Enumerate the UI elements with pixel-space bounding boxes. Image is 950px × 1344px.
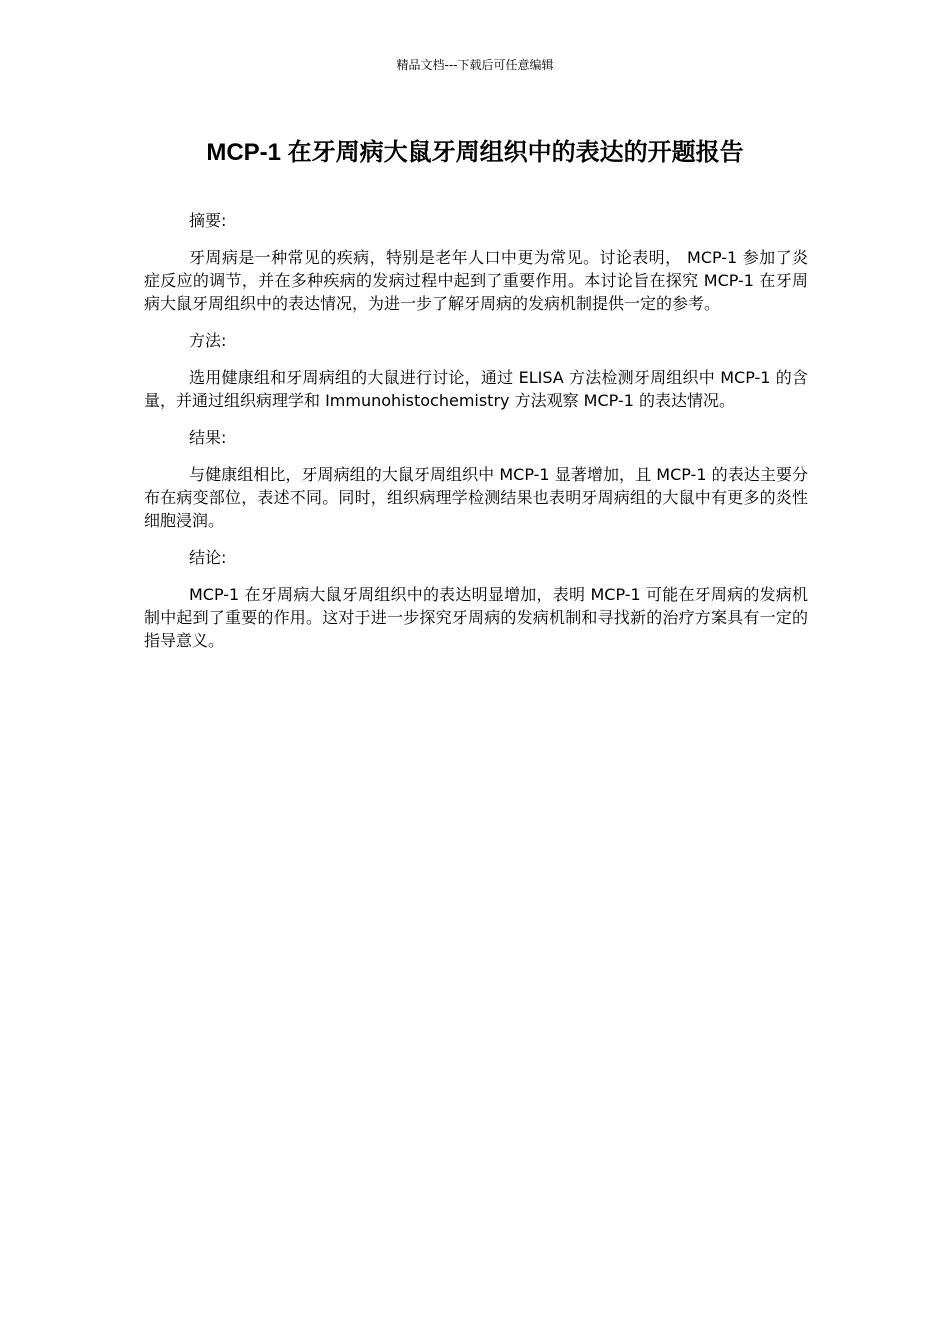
section-label-results: 结果: [189,428,227,447]
section-text-results: 与健康组相比，牙周病组的大鼠牙周组织中 MCP-1 显著增加，且 MCP-1 的表达主要分布在病变部位，表述不同。同时，组织病理学检测结果也表明牙周病组的大鼠中有更多的炎性细胞浸润。 [144,465,808,530]
section-text-abstract: 牙周病是一种常见的疾病，特别是老年人口中更为常见。讨论表明， MCP-1 参加了炎症反应的调节，并在多种疾病的发病过程中起到了重要作用。本讨论旨在探究 MCP-1 在牙周病大鼠牙周组织中的表达情况，为进一步了解牙周病的发病机制提供一定的参考。 [144,248,808,313]
document-title: MCP-1 在牙周病大鼠牙周组织中的表达的开题报告 [206,139,744,166]
section-text-conclusion: MCP-1 在牙周病大鼠牙周组织中的表达明显增加，表明 MCP-1 可能在牙周病的发病机制中起到了重要的作用。这对于进一步探究牙周病的发病机制和寻找新的治疗方案具有一定的指导意义。 [144,585,808,650]
header-note: 精品文档---下载后可任意编辑 [396,58,554,72]
document-body [144,209,808,666]
section-label-conclusion: 结论: [189,548,227,567]
section-label-methods: 方法: [189,331,227,350]
section-label-abstract: 摘要: [189,211,227,230]
section-text-methods: 选用健康组和牙周病组的大鼠进行讨论，通过 ELISA 方法检测牙周组织中 MCP-1 的含量，并通过组织病理学和 Immunohistochemistry 方法观察 MCP-1 的表达情况。 [144,368,808,410]
